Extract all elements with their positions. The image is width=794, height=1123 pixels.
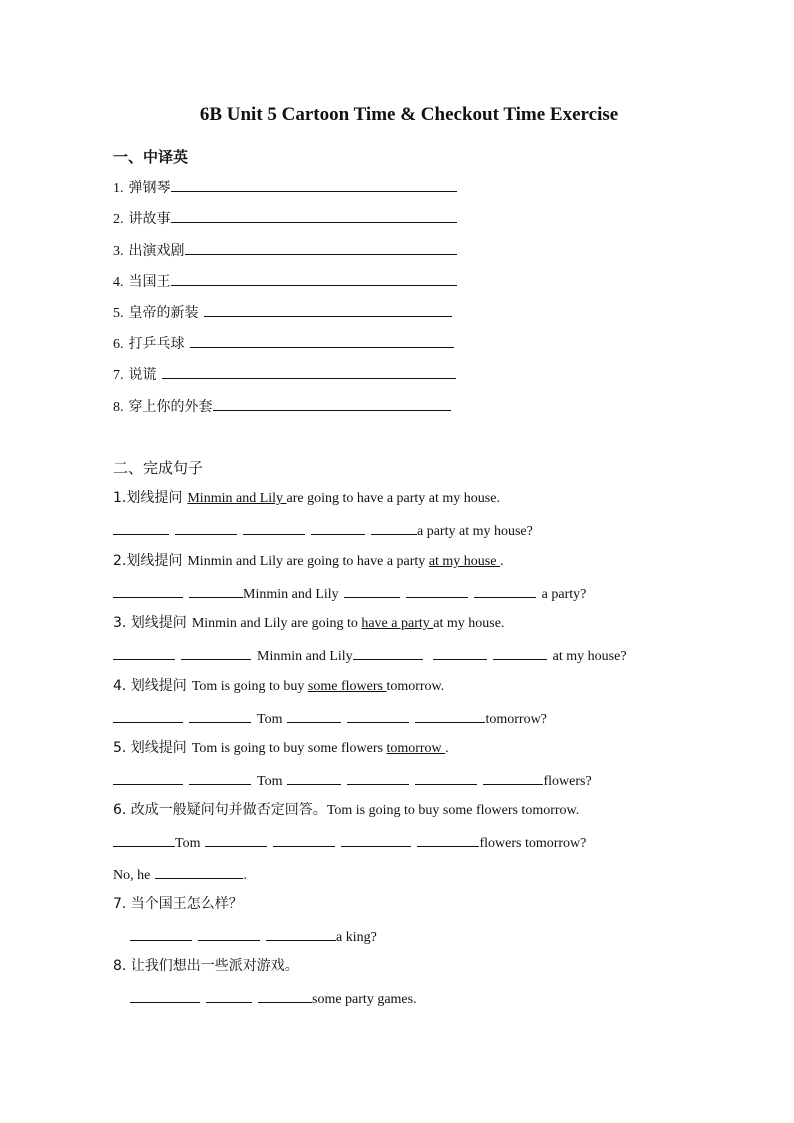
answer-blank[interactable]: [266, 925, 336, 941]
answer-7: a king?: [130, 925, 377, 948]
answer-blank[interactable]: [189, 769, 251, 785]
answer-blank[interactable]: [155, 863, 243, 879]
translation-item-6: 6. 打乒乓球: [113, 332, 460, 355]
question-8: 8. 让我们想出一些派对游戏。: [113, 958, 299, 974]
translation-item-5: 5. 皇帝的新装: [113, 301, 458, 324]
answer-blank[interactable]: [204, 301, 452, 317]
question-4: 4. 划线提问 Tom is going to buy some flowers tomorrow.: [113, 678, 445, 694]
underlined-phrase: at my house: [428, 554, 500, 569]
section-heading-translation: 一、中译英: [113, 148, 189, 166]
underlined-phrase: have a party: [361, 616, 434, 631]
page-title: 6B Unit 5 Cartoon Time & Checkout Time Exercise: [199, 104, 619, 125]
translation-item-1: 1. 弹钢琴: [113, 176, 463, 199]
answer-5: Tom flowers?: [113, 769, 592, 792]
answer-8: some party games.: [130, 987, 417, 1010]
answer-blank[interactable]: [433, 644, 487, 660]
translation-item-4: 4. 当国王: [113, 270, 463, 293]
answer-blank[interactable]: [190, 332, 454, 348]
answer-blank[interactable]: [493, 644, 547, 660]
answer-blank[interactable]: [344, 582, 400, 598]
answer-blank[interactable]: [113, 519, 169, 535]
answer-blank[interactable]: [189, 582, 243, 598]
answer-blank[interactable]: [371, 519, 417, 535]
translation-item-2: 2. 讲故事: [113, 207, 463, 230]
answer-blank[interactable]: [113, 707, 183, 723]
answer-6: Tom flowers tomorrow?: [113, 831, 586, 854]
answer-blank[interactable]: [311, 519, 365, 535]
answer-4: Tom tomorrow?: [113, 707, 547, 730]
answer-blank[interactable]: [198, 925, 260, 941]
answer-blank[interactable]: [185, 239, 457, 255]
answer-blank[interactable]: [130, 925, 192, 941]
answer-blank[interactable]: [474, 582, 536, 598]
answer-blank[interactable]: [175, 519, 237, 535]
question-1: 1.划线提问 Minmin and Lily are going to have a party at my house.: [113, 490, 500, 506]
answer-blank[interactable]: [406, 582, 468, 598]
answer-blank[interactable]: [189, 707, 251, 723]
answer-blank[interactable]: [287, 707, 341, 723]
answer-blank[interactable]: [171, 176, 457, 192]
answer-blank[interactable]: [273, 831, 335, 847]
answer-blank[interactable]: [417, 831, 479, 847]
answer-blank[interactable]: [347, 707, 409, 723]
translation-item-3: 3. 出演戏剧: [113, 239, 463, 262]
answer-blank[interactable]: [287, 769, 341, 785]
answer-blank[interactable]: [243, 519, 305, 535]
answer-blank[interactable]: [171, 207, 457, 223]
underlined-phrase: some flowers: [307, 679, 387, 694]
underlined-phrase: tomorrow: [386, 741, 446, 756]
answer-blank[interactable]: [347, 769, 409, 785]
answer-blank[interactable]: [415, 707, 485, 723]
answer-3: Minmin and Lily at my house?: [113, 644, 627, 667]
answer-blank[interactable]: [130, 987, 200, 1003]
question-2: 2.划线提问 Minmin and Lily are going to have a party at my house .: [113, 553, 504, 569]
question-3: 3. 划线提问 Minmin and Lily are going to have a party at my house.: [113, 615, 505, 631]
answer-blank[interactable]: [171, 270, 457, 286]
answer-blank[interactable]: [341, 831, 411, 847]
answer-blank[interactable]: [483, 769, 543, 785]
answer-blank[interactable]: [415, 769, 477, 785]
question-6: 6. 改成一般疑问句并做否定回答。Tom is going to buy some flowers tomorrow.: [113, 802, 580, 818]
answer-2: Minmin and Lily a party?: [113, 582, 586, 605]
answer-blank[interactable]: [258, 987, 312, 1003]
section-heading-sentences: 二、完成句子: [113, 459, 204, 477]
answer-blank[interactable]: [113, 582, 183, 598]
answer-blank[interactable]: [113, 769, 183, 785]
answer-blank[interactable]: [113, 644, 175, 660]
answer-blank[interactable]: [181, 644, 251, 660]
answer-1: a party at my house?: [113, 519, 533, 542]
question-5: 5. 划线提问 Tom is going to buy some flowers tomorrow .: [113, 740, 449, 756]
answer-blank[interactable]: [113, 831, 175, 847]
translation-item-7: 7. 说谎: [113, 363, 462, 386]
answer-blank[interactable]: [353, 644, 423, 660]
answer-6-reply: No, he .: [113, 863, 247, 886]
question-7: 7. 当个国王怎么样？: [113, 896, 243, 912]
answer-blank[interactable]: [205, 831, 267, 847]
answer-blank[interactable]: [206, 987, 252, 1003]
underlined-phrase: Minmin and Lily: [187, 491, 287, 506]
answer-blank[interactable]: [213, 395, 451, 411]
answer-blank[interactable]: [162, 363, 456, 379]
translation-item-8: 8. 穿上你的外套: [113, 395, 457, 418]
